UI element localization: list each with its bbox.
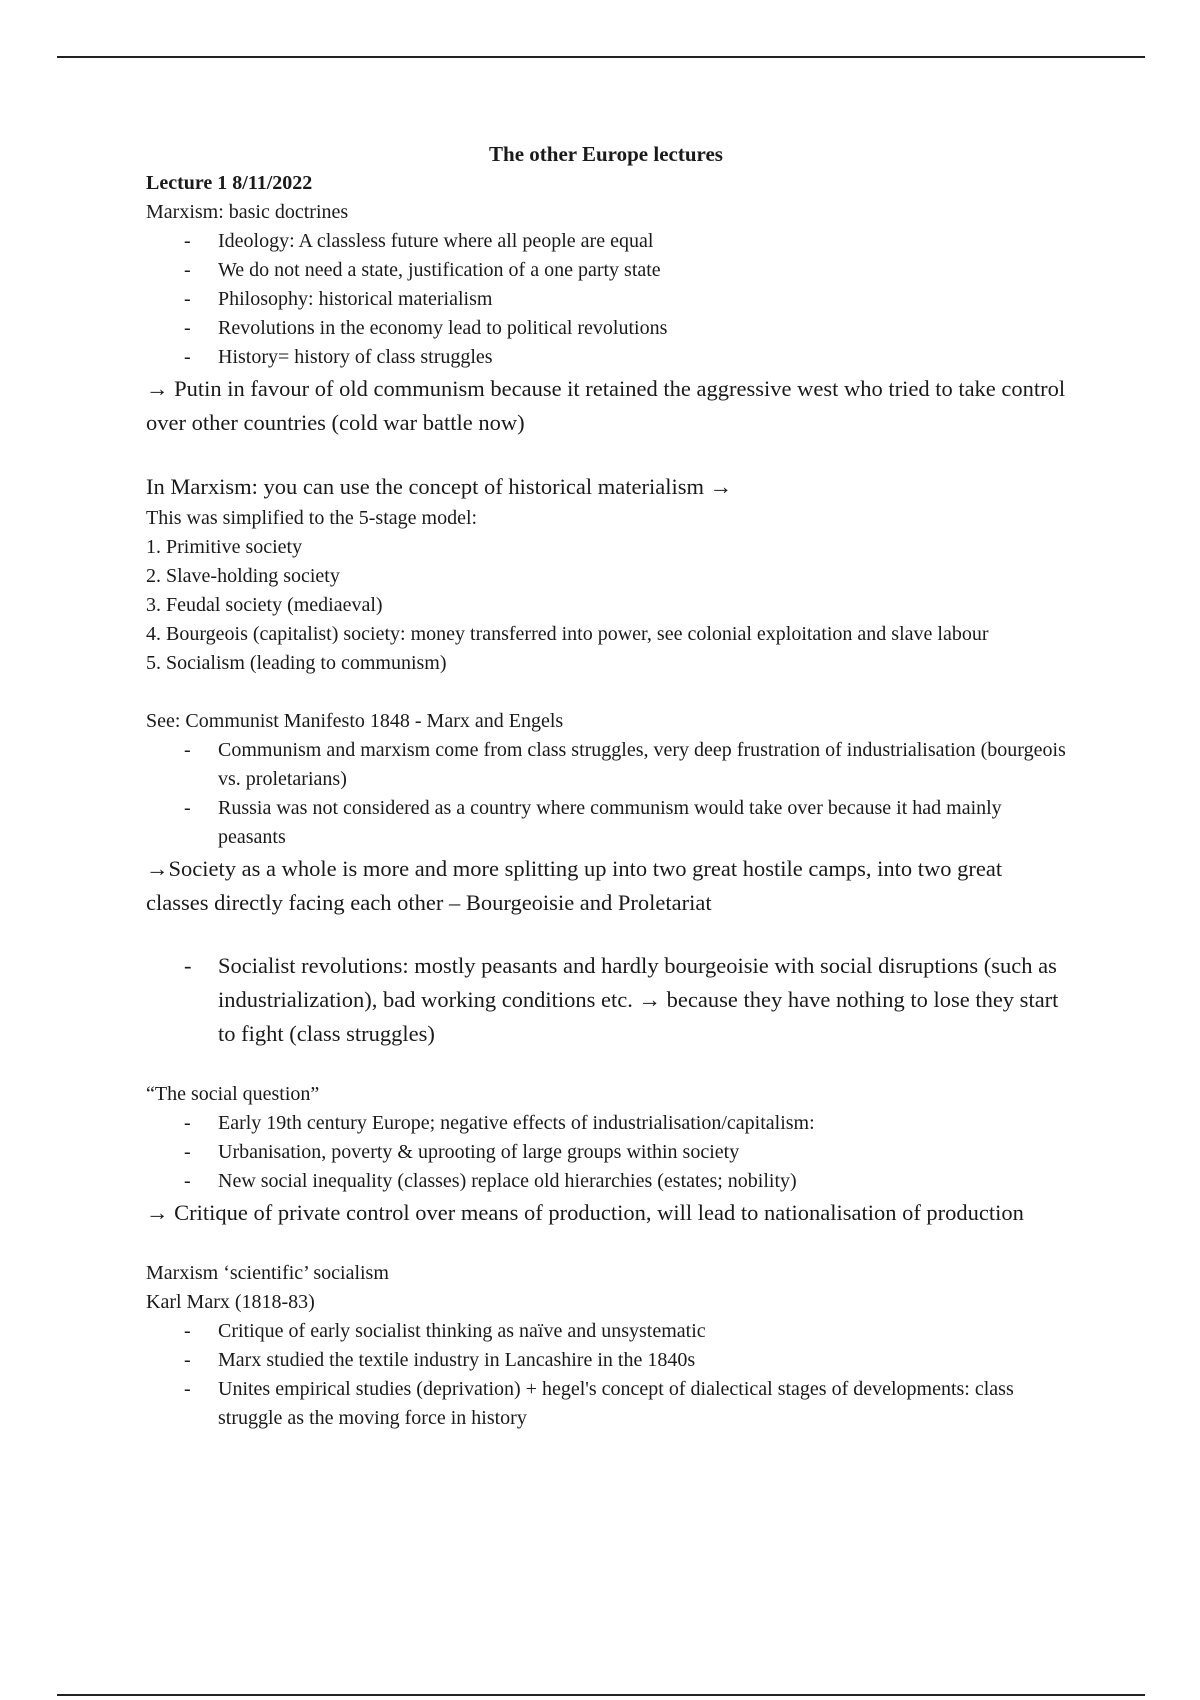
list-item: - Communism and marxism come from class struggles, very deep frustration of industrialisation (bourgeois vs. proletarians)	[146, 736, 1066, 794]
list-item: - We do not need a state, justification of a one party state	[146, 256, 1066, 285]
list-item: - Philosophy: historical materialism	[146, 285, 1066, 314]
document-title: The other Europe lectures	[489, 142, 723, 166]
list-item: - Critique of early socialist thinking as naïve and unsystematic	[146, 1317, 1066, 1346]
society-note: →Society as a whole is more and more splitting up into two great hostile camps, into two great classes directly facing each other – Bourgeoisie and Proletariat	[146, 856, 1003, 915]
five-stage-intro: This was simplified to the 5-stage model:	[146, 507, 478, 529]
putin-note: → Putin in favour of old communism because it retained the aggressive west who tried to take control over other countries (cold war battle now)	[146, 376, 1066, 435]
scientific-socialism-heading: Marxism ‘scientific’ socialism	[146, 1262, 389, 1284]
list-item: - Revolutions in the economy lead to political revolutions	[146, 314, 1066, 343]
list-item: - History= history of class struggles	[146, 343, 1066, 372]
list-item: - Russia was not considered as a country where communism would take over because it had mainly peasants	[146, 794, 1066, 852]
social-question-heading: “The social question”	[146, 1083, 320, 1105]
list-item: - Urbanisation, poverty & uprooting of large groups within society	[146, 1138, 1066, 1167]
list-item: - New social inequality (classes) replace old hierarchies (estates; nobility)	[146, 1167, 1066, 1196]
list-item: 1. Primitive society	[146, 536, 303, 558]
historical-materialism-line: In Marxism: you can use the concept of historical materialism →	[146, 474, 733, 499]
karl-marx-heading: Karl Marx (1818-83)	[146, 1291, 315, 1313]
critique-note: → Critique of private control over means of production, will lead to nationalisation of production	[146, 1200, 1024, 1225]
list-item: 5. Socialism (leading to communism)	[146, 652, 447, 674]
manifesto-list	[146, 736, 1066, 852]
bottom-rule	[57, 1694, 1145, 1696]
list-item: - Early 19th century Europe; negative effects of industrialisation/capitalism:	[146, 1109, 1066, 1138]
list-item: 3. Feudal society (mediaeval)	[146, 594, 383, 616]
five-stage-list	[146, 533, 1066, 678]
basic-doctrines-list	[146, 227, 1066, 372]
list-item: - Ideology: A classless future where all people are equal	[146, 227, 1066, 256]
communist-manifesto-heading: See: Communist Manifesto 1848 - Marx and Engels	[146, 710, 564, 732]
document-body	[146, 140, 1066, 1433]
list-item: - Marx studied the textile industry in Lancashire in the 1840s	[146, 1346, 1066, 1375]
top-rule	[57, 56, 1145, 58]
list-item: - Socialist revolutions: mostly peasants and hardly bourgeoisie with social disruptions (such as industrialization), bad working conditions etc. → because they have nothing to lose they start to fight (class struggles)	[146, 949, 1066, 1051]
lecture-heading: Lecture 1 8/11/2022	[146, 172, 313, 194]
socialist-revolutions-list	[146, 949, 1066, 1051]
list-item: - Unites empirical studies (deprivation) + hegel's concept of dialectical stages of developments: class struggle as the moving force in history	[146, 1375, 1066, 1433]
list-item: 4. Bourgeois (capitalist) society: money transferred into power, see colonial exploitation and slave labour	[146, 623, 989, 645]
list-item: 2. Slave-holding society	[146, 565, 340, 587]
karl-marx-list	[146, 1317, 1066, 1433]
section-heading-basic-doctrines: Marxism: basic doctrines	[146, 201, 349, 223]
social-question-list	[146, 1109, 1066, 1196]
